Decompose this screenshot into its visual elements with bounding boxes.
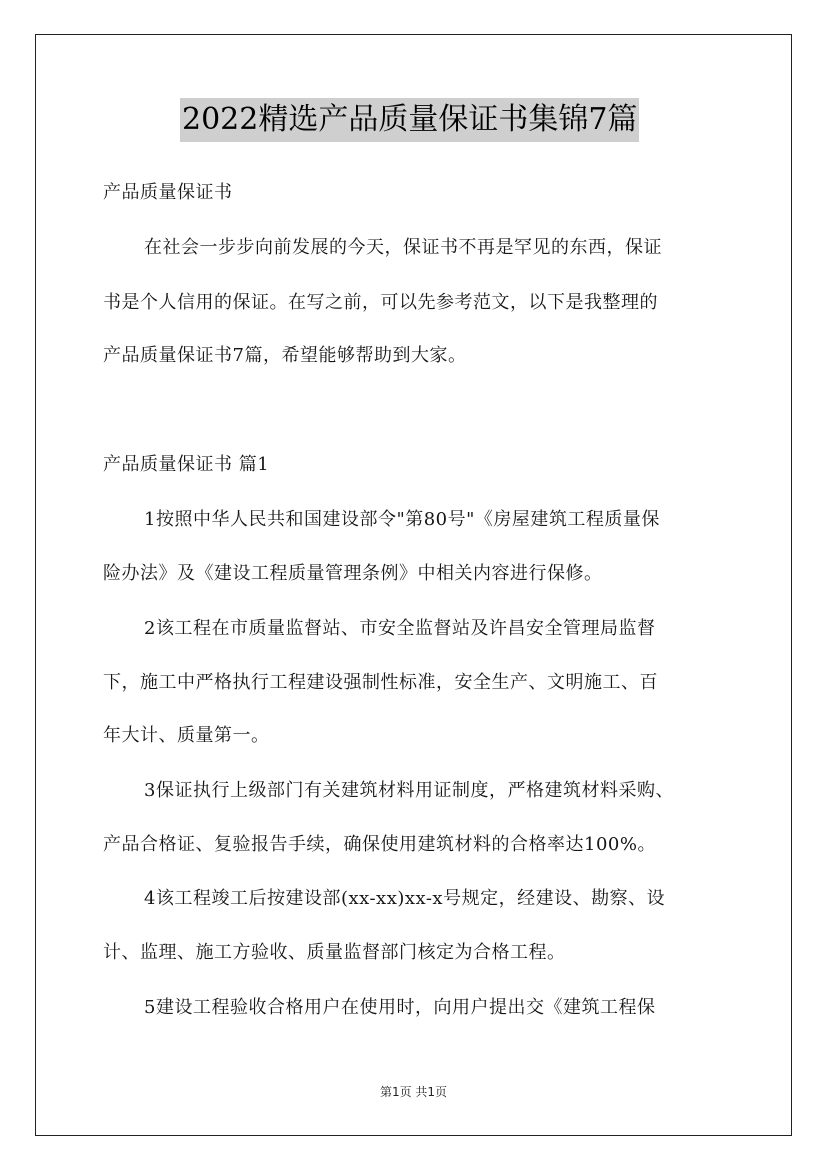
item-3-line-2: 产品合格证、复验报告手续，确保使用建筑材料的合格率达100%。 — [103, 834, 656, 855]
item-1-line-1: 1按照中华人民共和国建设部令"第80号"《房屋建筑工程质量保 — [144, 509, 660, 530]
page-footer: 第1页 共1页 — [379, 1085, 448, 1099]
item-1-line-2: 险办法》及《建设工程质量管理条例》中相关内容进行保修。 — [103, 563, 603, 584]
document-title: 2022精选产品质量保证书集锦7篇 — [180, 98, 639, 142]
item-4-line-2: 计、监理、施工方验收、质量监督部门核定为合格工程。 — [103, 942, 566, 963]
item-2-line-2: 下，施工中严格执行工程建设强制性标准，安全生产、文明施工、百 — [103, 672, 658, 693]
intro-heading: 产品质量保证书 — [103, 182, 233, 203]
intro-line-2: 书是个人信用的保证。在写之前，可以先参考范文，以下是我整理的 — [103, 292, 658, 313]
section-heading: 产品质量保证书 篇1 — [103, 454, 270, 475]
item-2-line-3: 年大计、质量第一。 — [103, 725, 270, 746]
item-3-line-1: 3保证执行上级部门有关建筑材料用证制度，严格建筑材料采购、 — [144, 780, 674, 801]
intro-line-1: 在社会一步步向前发展的今天，保证书不再是罕见的东西，保证 — [144, 237, 662, 258]
item-4-line-1: 4该工程竣工后按建设部(xx-xx)xx-x号规定，经建设、勘察、设 — [144, 888, 666, 909]
item-2-line-1: 2该工程在市质量监督站、市安全监督站及许昌安全管理局监督 — [144, 618, 656, 639]
item-5-line-1: 5建设工程验收合格用户在使用时，向用户提出交《建筑工程保 — [144, 997, 656, 1018]
intro-line-3: 产品质量保证书7篇，希望能够帮助到大家。 — [103, 345, 467, 366]
